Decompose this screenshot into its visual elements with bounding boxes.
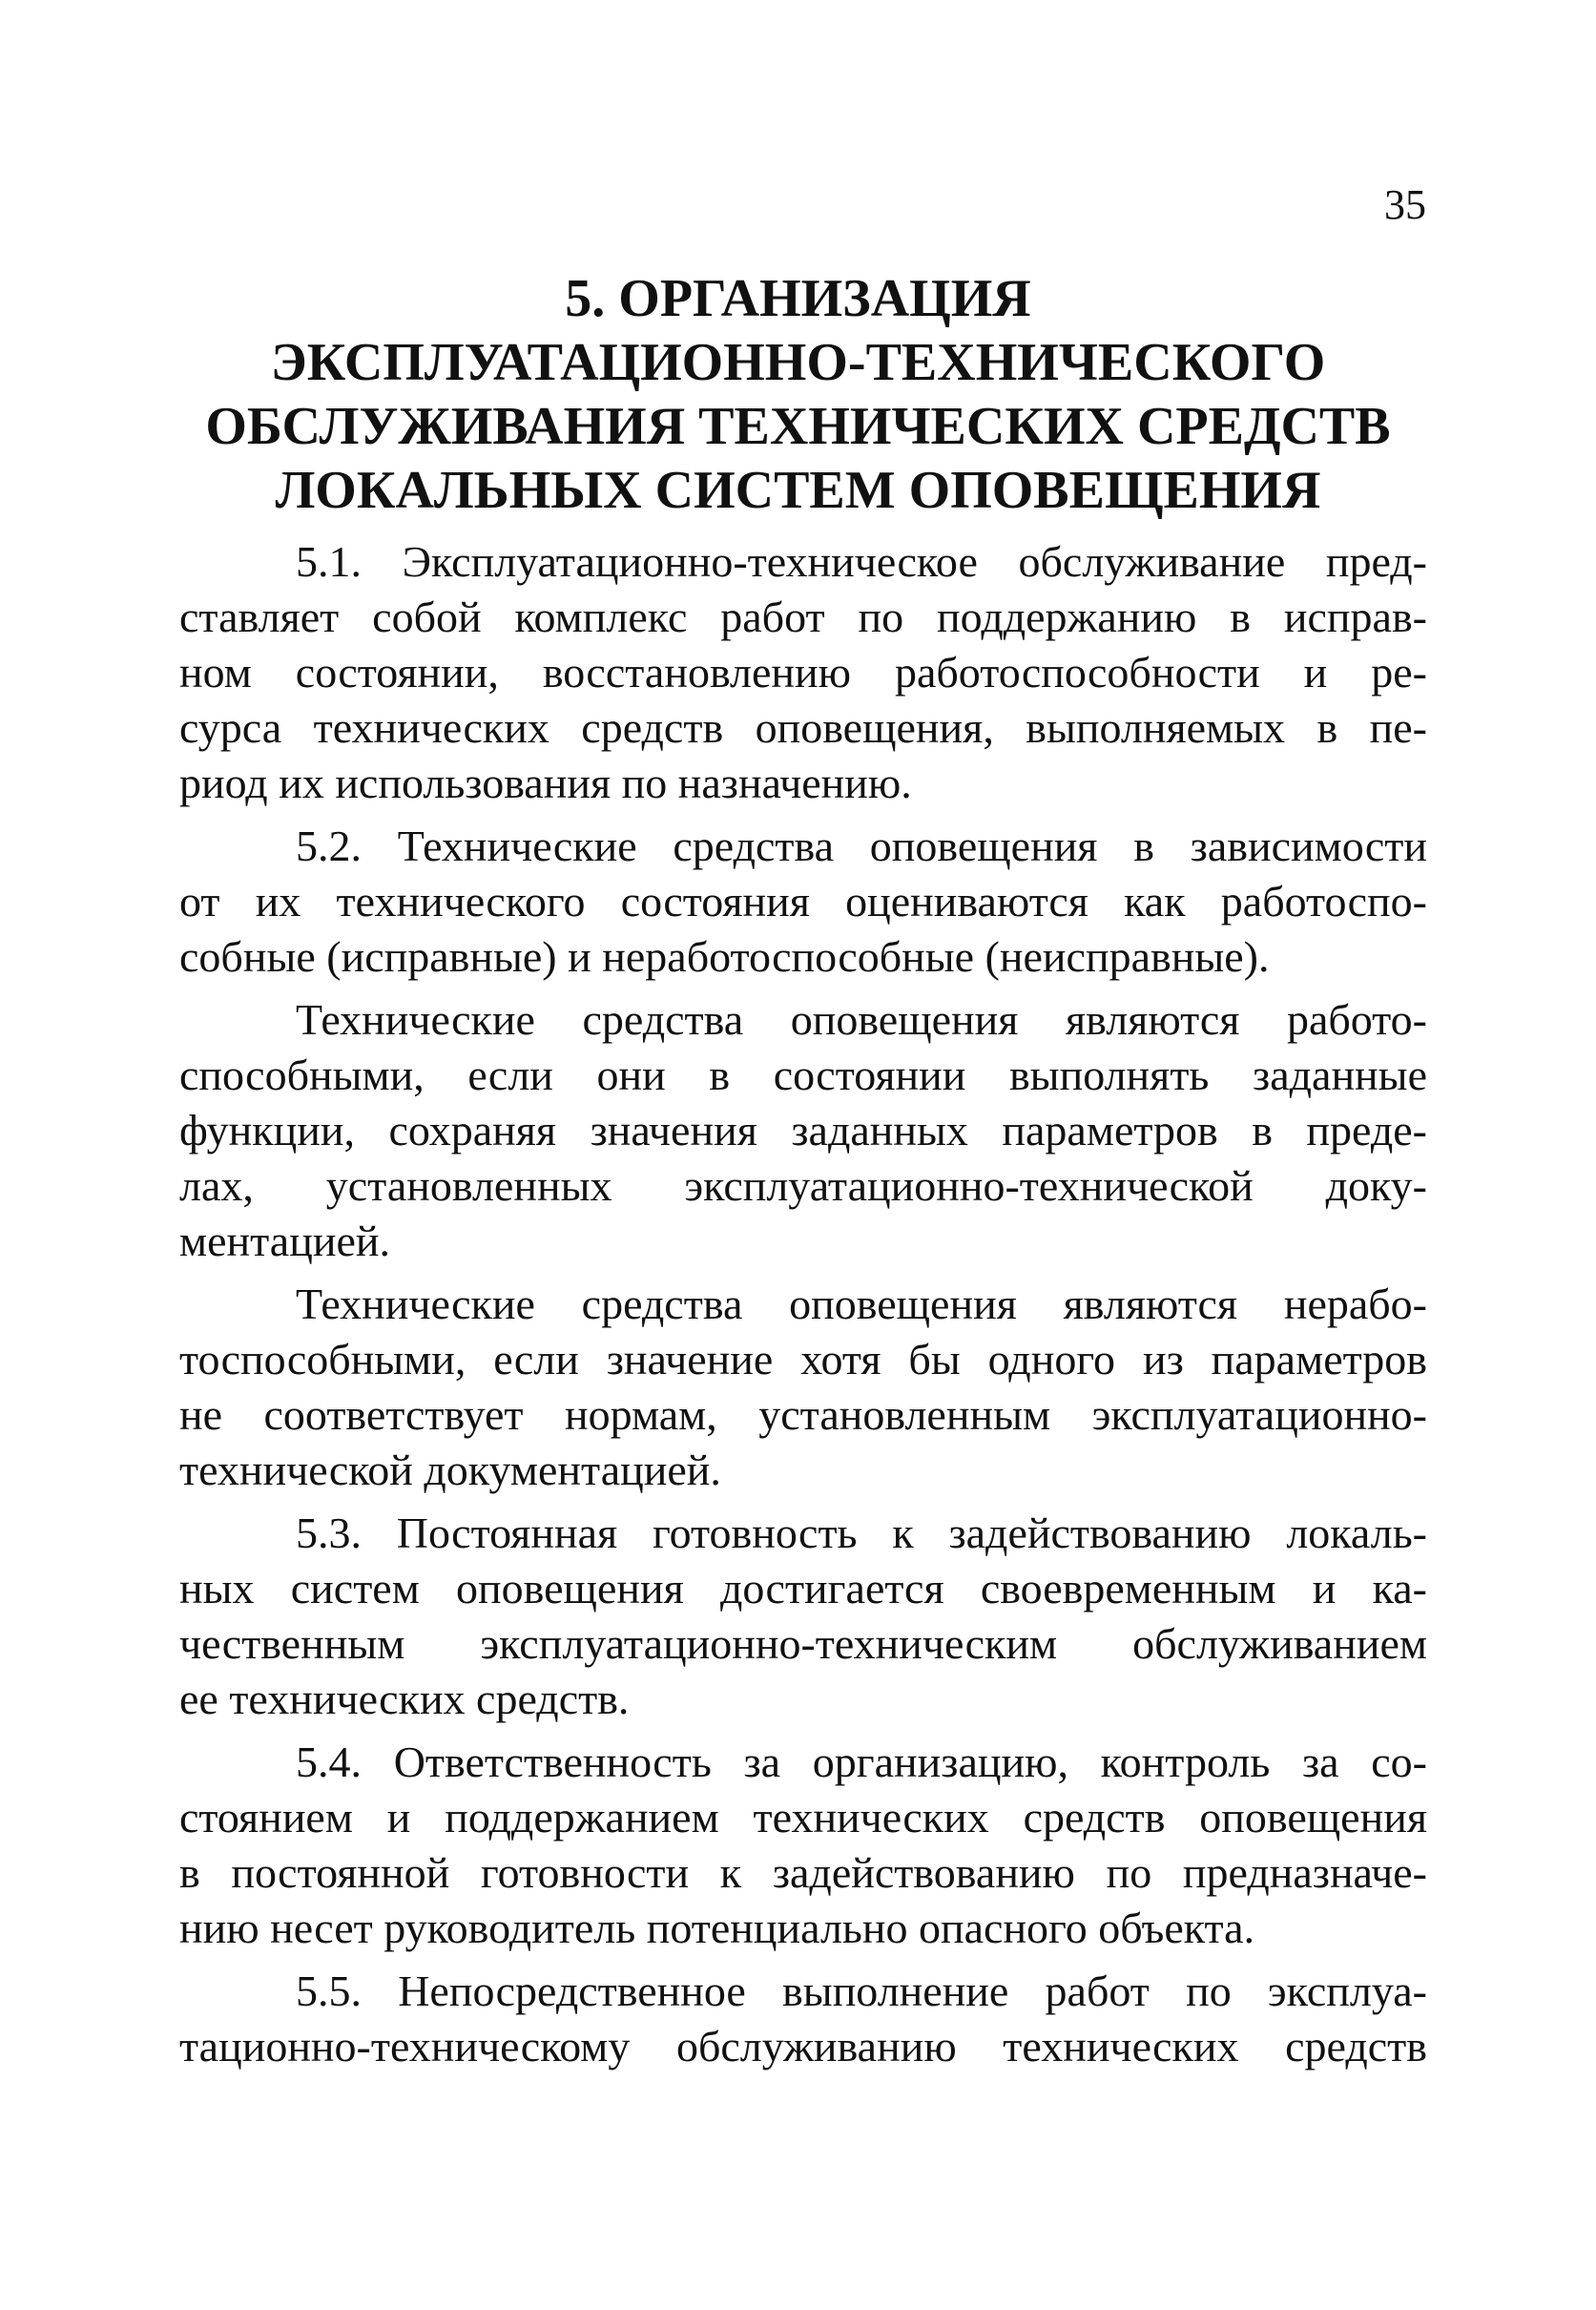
section-heading — [143, 267, 1453, 523]
page-number: 35 — [1384, 181, 1426, 228]
text-line: ных систем оповещения достигается своевременным и ка- — [179, 1564, 1427, 1613]
text-line: способными, если они в состоянии выполнять заданные — [179, 1051, 1427, 1099]
text-line: тоспособными, если значение хотя бы одного из параметров — [179, 1335, 1427, 1384]
heading-line: ЛОКАЛЬНЫХ СИСТЕМ ОПОВЕЩЕНИЯ — [275, 461, 1321, 520]
text-line: от их технического состояния оцениваются как работоспо- — [179, 877, 1427, 926]
heading-line: 5. ОРГАНИЗАЦИЯ — [565, 269, 1031, 328]
text-line: 5.4. Ответственность за организацию, контроль за со- — [296, 1738, 1427, 1786]
text-line: лах, установленных эксплуатационно-технической доку- — [179, 1161, 1427, 1210]
text-line: нию несет руководитель потенциально опасного объекта. — [179, 1904, 1255, 1952]
paragraph-5-1 — [179, 534, 1427, 811]
paragraph-operable — [179, 992, 1427, 1269]
text-line: стоянием и поддержанием технических средств оповещения — [179, 1793, 1427, 1842]
text-line: ее технических средств. — [179, 1675, 630, 1723]
text-line: тационно-техническому обслуживанию технических средств — [179, 2022, 1427, 2071]
paragraph-5-3 — [179, 1506, 1427, 1727]
text-line: ставляет собой комплекс работ по поддержанию в исправ- — [179, 593, 1427, 641]
text-line: в постоянной готовности к задействованию по предназначе- — [179, 1848, 1427, 1897]
heading-line: ОБСЛУЖИВАНИЯ ТЕХНИЧЕСКИХ СРЕДСТВ — [205, 397, 1391, 456]
text-line: Технические средства оповещения являются нерабо- — [296, 1280, 1427, 1328]
text-line: ментацией. — [179, 1217, 390, 1265]
paragraph-5-4 — [179, 1735, 1427, 1956]
text-line: 5.2. Технические средства оповещения в зависимости — [296, 822, 1427, 870]
text-line: собные (исправные) и неработоспособные (неисправные). — [179, 932, 1270, 981]
text-line: Технические средства оповещения являются работо- — [296, 995, 1427, 1044]
paragraph-5-2 — [179, 819, 1427, 985]
text-line: 5.5. Непосредственное выполнение работ по эксплуа- — [296, 1967, 1427, 2015]
text-line: риод их использования по назначению. — [179, 759, 912, 807]
paragraph-inoperable — [179, 1277, 1427, 1498]
text-line: технической документацией. — [179, 1446, 721, 1494]
paragraph-5-5 — [179, 1964, 1427, 2074]
text-line: 5.3. Постоянная готовность к задействованию локаль- — [296, 1509, 1427, 1557]
text-line: ном состоянии, восстановлению работоспособности и ре- — [179, 648, 1427, 697]
text-line: 5.1. Эксплуатационно-техническое обслуживание пред- — [296, 537, 1427, 586]
body-text — [179, 534, 1427, 2082]
text-line: не соответствует нормам, установленным эксплуатационно- — [179, 1390, 1427, 1439]
text-line: чественным эксплуатационно-техническим обслуживанием — [179, 1619, 1427, 1668]
text-line: сурса технических средств оповещения, выполняемых в пе- — [179, 703, 1427, 752]
text-line: функции, сохраняя значения заданных параметров в преде- — [179, 1106, 1427, 1155]
heading-line: ЭКСПЛУАТАЦИОННО-ТЕХНИЧЕСКОГО — [270, 333, 1326, 392]
